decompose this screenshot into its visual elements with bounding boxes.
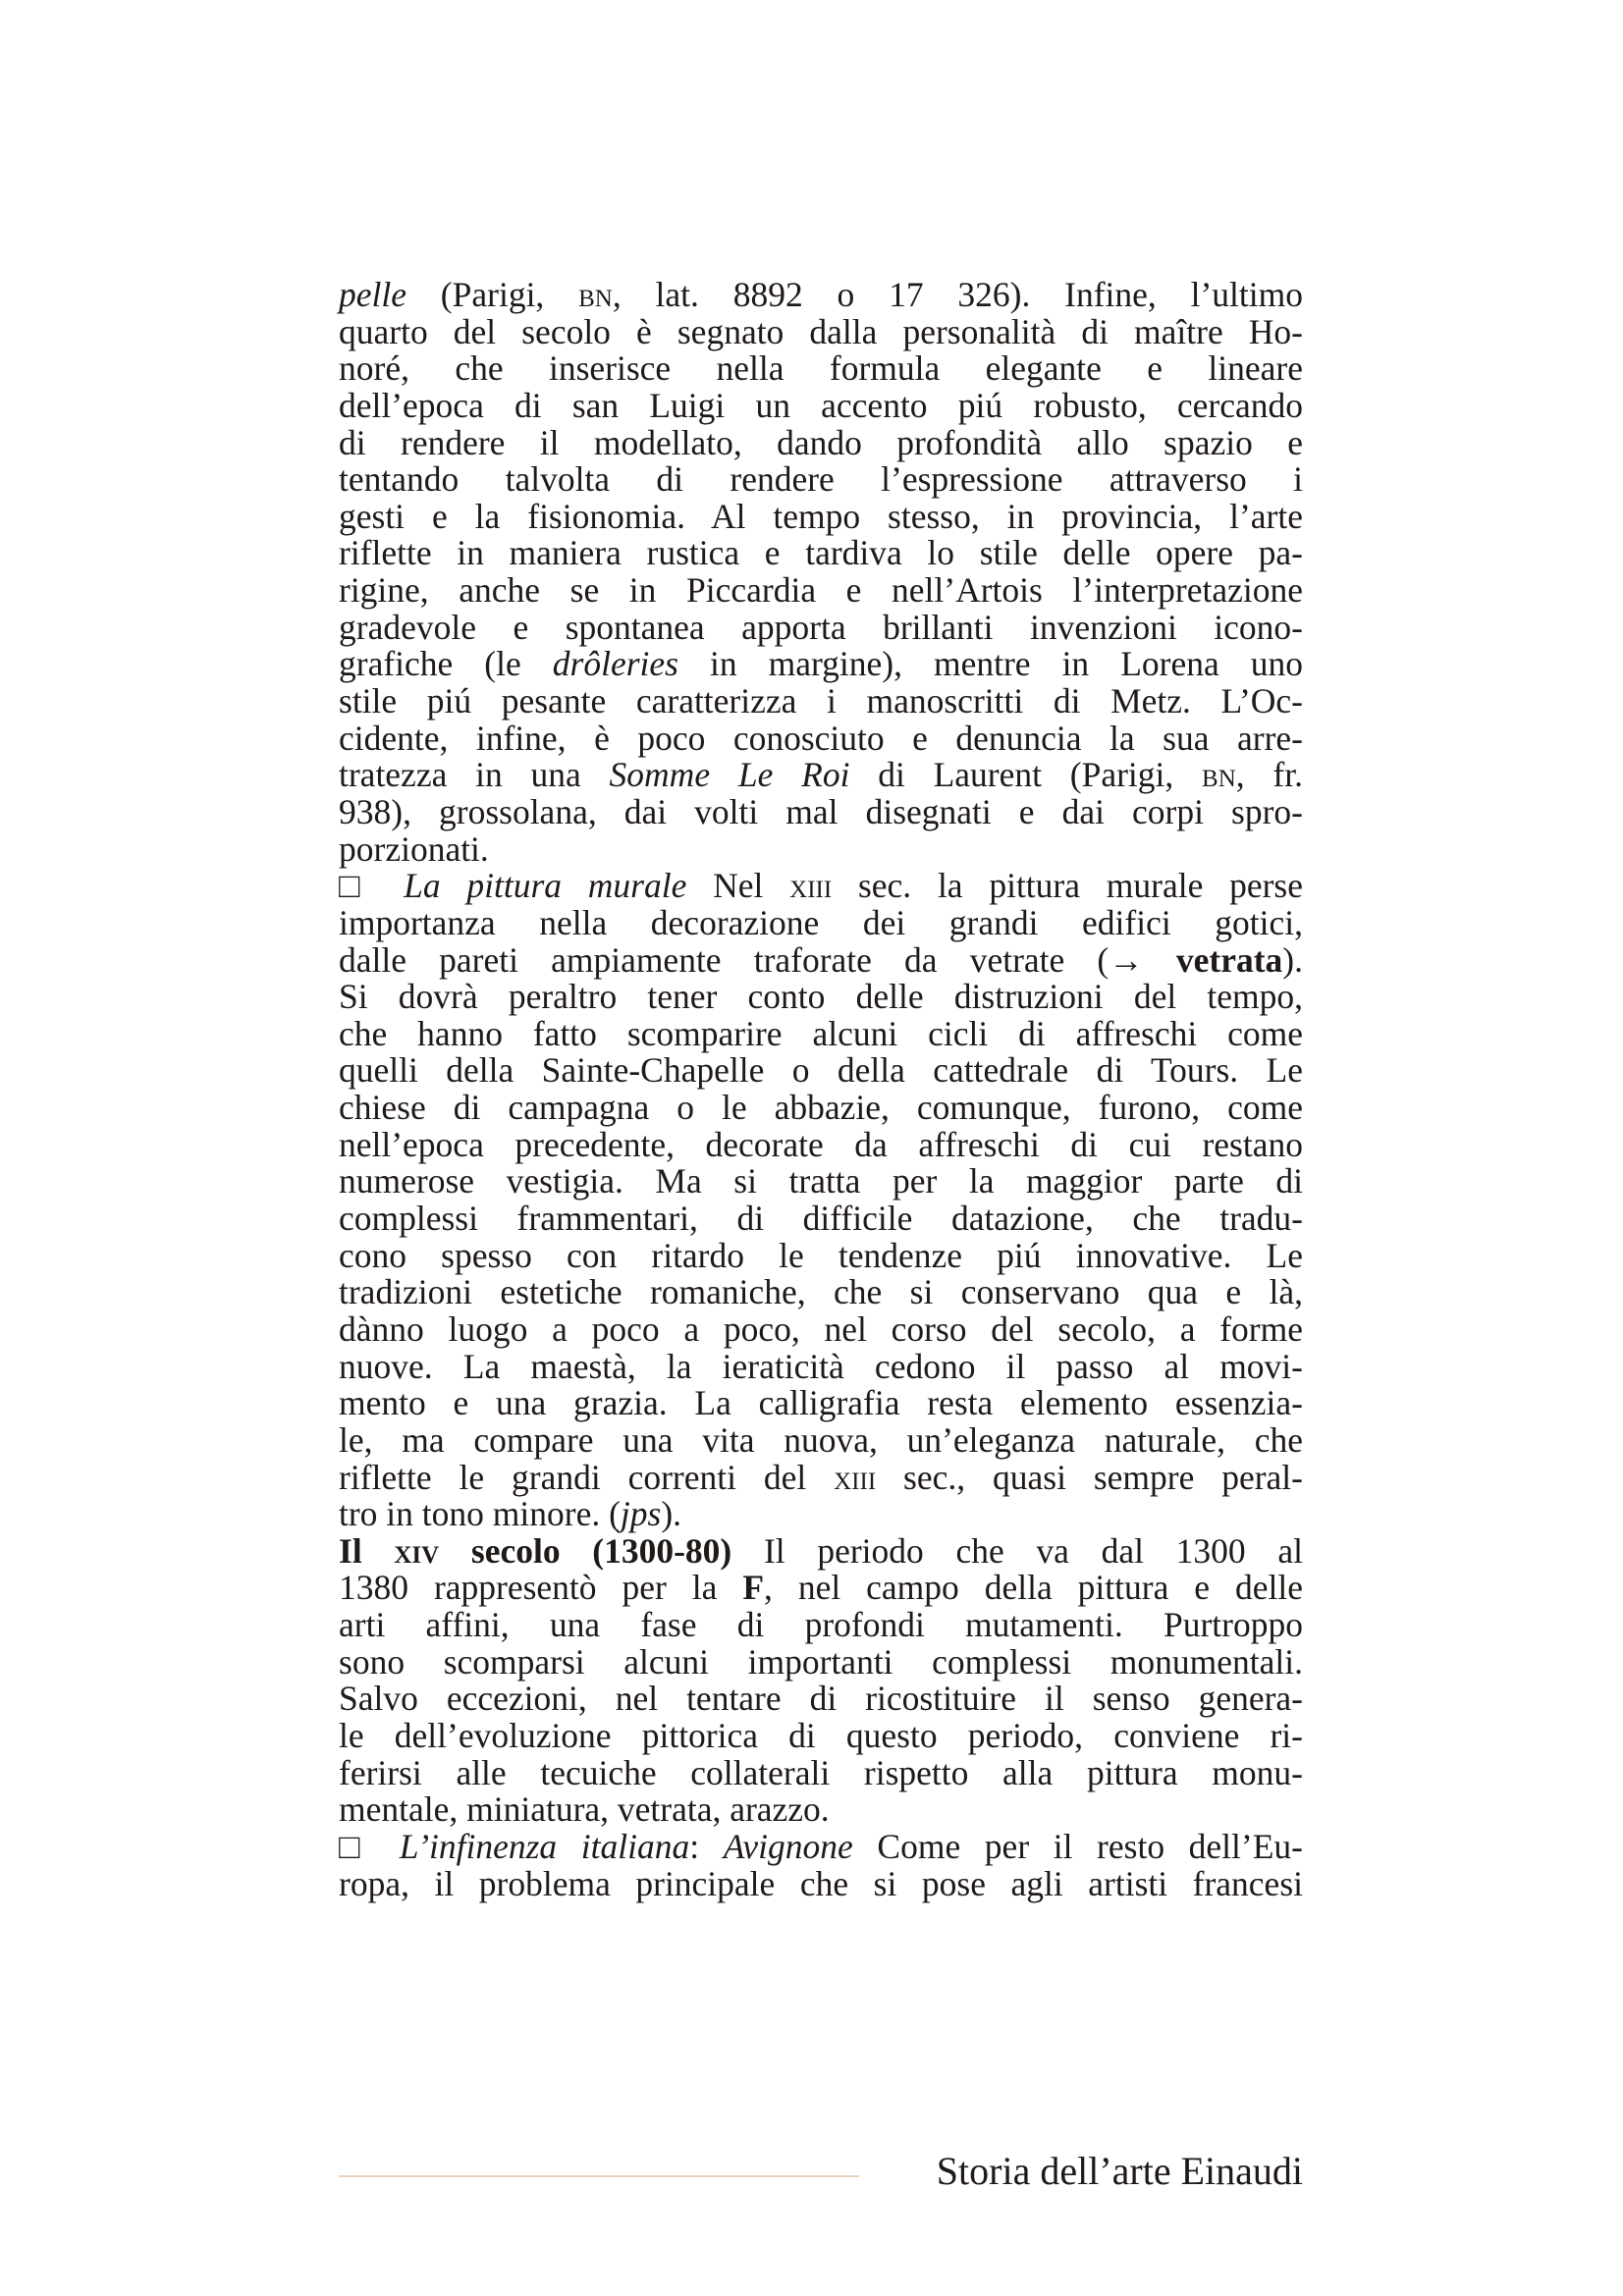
text-line xyxy=(339,1641,1303,1682)
text-run: cono spesso con ritardo le tendenze piú innovative. Le xyxy=(339,1235,1303,1275)
text-line xyxy=(339,1530,1303,1571)
text-run: drôleries xyxy=(552,644,678,684)
text-line xyxy=(339,422,1303,462)
text-run: , nel campo della pittura e delle xyxy=(764,1568,1303,1608)
text-run: (Parigi, xyxy=(406,275,579,314)
text-run: gradevole e spontanea apporta brillanti invenzioni icono- xyxy=(339,607,1303,647)
text-run: dànno luogo a poco a poco, nel corso del secolo, a forme xyxy=(339,1308,1303,1349)
text-line xyxy=(339,572,1303,610)
text-run: quarto del secolo è segnato dalla personalità di maître Ho- xyxy=(339,311,1303,351)
text-line xyxy=(339,1013,1303,1053)
text-run: Salvo eccezioni, nel tentare di ricostituire il senso genera- xyxy=(339,1679,1303,1719)
text-line xyxy=(339,1274,1303,1311)
text-run: bn xyxy=(1202,755,1236,795)
text-run: Il periodo che va dal 1300 al xyxy=(731,1530,1303,1571)
text-line xyxy=(339,1863,1303,1903)
text-run: riflette in maniera rustica e tardiva lo stile delle opere pa- xyxy=(339,533,1303,573)
text-run: stile piú pesante caratterizza i manoscritti di Metz. L’Oc- xyxy=(339,681,1303,721)
text-run: dalle pareti ampiamente traforate da vetrate (→ xyxy=(339,939,1176,980)
footer-title: Storia dell’arte Einaudi xyxy=(936,2149,1303,2193)
text-run: chiese di campagna o le abbazie, comunque, furono, come xyxy=(339,1088,1303,1128)
text-line xyxy=(339,311,1303,351)
text-run: □ xyxy=(339,1826,400,1866)
text-run: L’infinenza italiana xyxy=(399,1826,690,1866)
text-line xyxy=(339,1419,1303,1460)
text-run: pelle xyxy=(339,275,406,314)
text-line xyxy=(339,939,1303,980)
text-line xyxy=(339,1496,1303,1533)
text-run: nuove. La maestà, la ieraticità cedono il passo al movi- xyxy=(339,1346,1303,1386)
text-run: sono scomparsi alcuni importanti complessi monumentali. xyxy=(339,1641,1303,1682)
text-run: cidente, infine, è poco conosciuto e denuncia la sua arre- xyxy=(339,718,1303,758)
text-line xyxy=(339,1826,1303,1866)
text-line xyxy=(339,1570,1303,1607)
text-run: bn xyxy=(578,275,613,314)
text-run: gesti e la fisionomia. Al tempo stesso, in provincia, l’arte xyxy=(339,496,1303,536)
text-line xyxy=(339,646,1303,683)
text-run: in margine), mentre in Lorena uno xyxy=(677,644,1303,684)
text-run: quelli della Sainte-Chapelle o della cattedrale di Tours. Le xyxy=(339,1050,1303,1091)
text-line xyxy=(339,1457,1303,1497)
text-run: , lat. 8892 o 17 326). Infine, l’ultimo xyxy=(612,275,1303,314)
text-run: mento e una grazia. La calligrafia resta elemento essenzia- xyxy=(339,1383,1303,1423)
text-line xyxy=(339,496,1303,536)
text-line xyxy=(339,607,1303,647)
text-line xyxy=(339,683,1303,721)
text-run: dell’epoca di san Luigi un accento piú robusto, cercando xyxy=(339,385,1303,425)
text-line xyxy=(339,1715,1303,1755)
text-line xyxy=(339,1681,1303,1718)
text-line xyxy=(339,1163,1303,1201)
text-run: tratezza in una xyxy=(339,755,610,795)
text-run: Avignone xyxy=(723,1826,853,1866)
text-line xyxy=(339,1124,1303,1164)
text-run: Il xyxy=(339,1530,395,1571)
text-run: La pittura murale xyxy=(404,866,687,906)
text-run: 1380 rappresentò per la xyxy=(339,1568,743,1608)
text-line xyxy=(339,1201,1303,1238)
text-run: di rendere il modellato, dando profondità allo spazio e xyxy=(339,422,1303,462)
footer-rule xyxy=(339,2175,859,2177)
text-run: Nel xyxy=(686,866,790,906)
text-run: xiii xyxy=(834,1457,877,1497)
text-run: noré, che inserisce nella formula elegante e lineare xyxy=(339,348,1303,389)
text-line xyxy=(339,868,1303,905)
text-run: : xyxy=(689,1826,724,1866)
text-run: sec., quasi sempre peral- xyxy=(876,1457,1303,1497)
text-run: grafiche (le xyxy=(339,644,553,684)
text-run: □ xyxy=(339,866,405,906)
text-run: Somme Le Roi xyxy=(609,755,850,795)
text-run: arti affini, una fase di profondi mutamenti. Purtroppo xyxy=(339,1605,1303,1645)
text-run: rigine, anche se in Piccardia e nell’Artois l’interpretazione xyxy=(339,570,1303,611)
text-run: F xyxy=(742,1568,765,1608)
text-run: , fr. xyxy=(1235,755,1303,795)
text-line xyxy=(339,1791,1303,1829)
text-line xyxy=(339,1090,1303,1127)
text-line xyxy=(339,1385,1303,1422)
body-text xyxy=(339,277,1303,1902)
text-run: numerose vestigia. Ma si tratta per la maggior parte di xyxy=(339,1161,1303,1201)
text-run: ). xyxy=(1282,939,1303,980)
text-run: tentando talvolta di rendere l’espressione attraverso i xyxy=(339,459,1303,500)
text-run: ropa, il problema principale che si pose agli artisti francesi xyxy=(339,1863,1303,1903)
text-line xyxy=(339,1346,1303,1386)
text-line xyxy=(339,902,1303,942)
text-line xyxy=(339,757,1303,794)
text-run: mentale, miniatura, vetrata, arazzo. xyxy=(339,1789,830,1830)
text-line xyxy=(339,1752,1303,1792)
text-run: 938), grossolana, dai volti mal disegnati e dai corpi spro- xyxy=(339,791,1303,831)
text-line xyxy=(339,791,1303,831)
text-line xyxy=(339,385,1303,425)
text-run: che hanno fatto scomparire alcuni cicli di affreschi come xyxy=(339,1013,1303,1053)
text-run: ). xyxy=(661,1494,682,1534)
text-run: jps xyxy=(620,1494,662,1534)
text-run: vetrata xyxy=(1175,939,1283,980)
text-run: importanza nella decorazione dei grandi edifici gotici, xyxy=(339,902,1303,942)
text-run: di Laurent (Parigi, xyxy=(849,755,1203,795)
text-run: nell’epoca precedente, decorate da affreschi di cui restano xyxy=(339,1124,1303,1164)
text-run: complessi frammentari, di difficile datazione, che tradu- xyxy=(339,1199,1303,1239)
text-line xyxy=(339,1235,1303,1275)
text-line xyxy=(339,828,1303,869)
text-run: xiv xyxy=(394,1530,440,1571)
text-run: secolo (1300-80) xyxy=(439,1530,732,1571)
text-run: le dell’evoluzione pittorica di questo periodo, conviene ri- xyxy=(339,1715,1303,1755)
text-run: Come per il resto dell’Eu- xyxy=(852,1826,1303,1866)
text-line xyxy=(339,277,1303,314)
text-run: riflette le grandi correnti del xyxy=(339,1457,835,1497)
text-run: sec. la pittura murale perse xyxy=(832,866,1303,906)
text-run: tro in tono minore. ( xyxy=(339,1494,621,1534)
text-run: ferirsi alle tecuiche collaterali rispetto alla pittura monu- xyxy=(339,1752,1303,1792)
text-line xyxy=(339,979,1303,1016)
text-line xyxy=(339,1308,1303,1349)
text-line xyxy=(339,535,1303,572)
text-run: tradizioni estetiche romaniche, che si conservano qua e là, xyxy=(339,1272,1303,1312)
text-line xyxy=(339,1607,1303,1644)
text-line xyxy=(339,718,1303,758)
text-run: le, ma compare una vita nuova, un’eleganza naturale, che xyxy=(339,1419,1303,1460)
text-line xyxy=(339,461,1303,499)
text-run: porzionati. xyxy=(339,828,489,869)
text-line xyxy=(339,1052,1303,1090)
text-run: Si dovrà peraltro tener conto delle distruzioni del tempo, xyxy=(339,977,1303,1017)
text-line xyxy=(339,350,1303,388)
text-run: xiii xyxy=(789,866,833,906)
